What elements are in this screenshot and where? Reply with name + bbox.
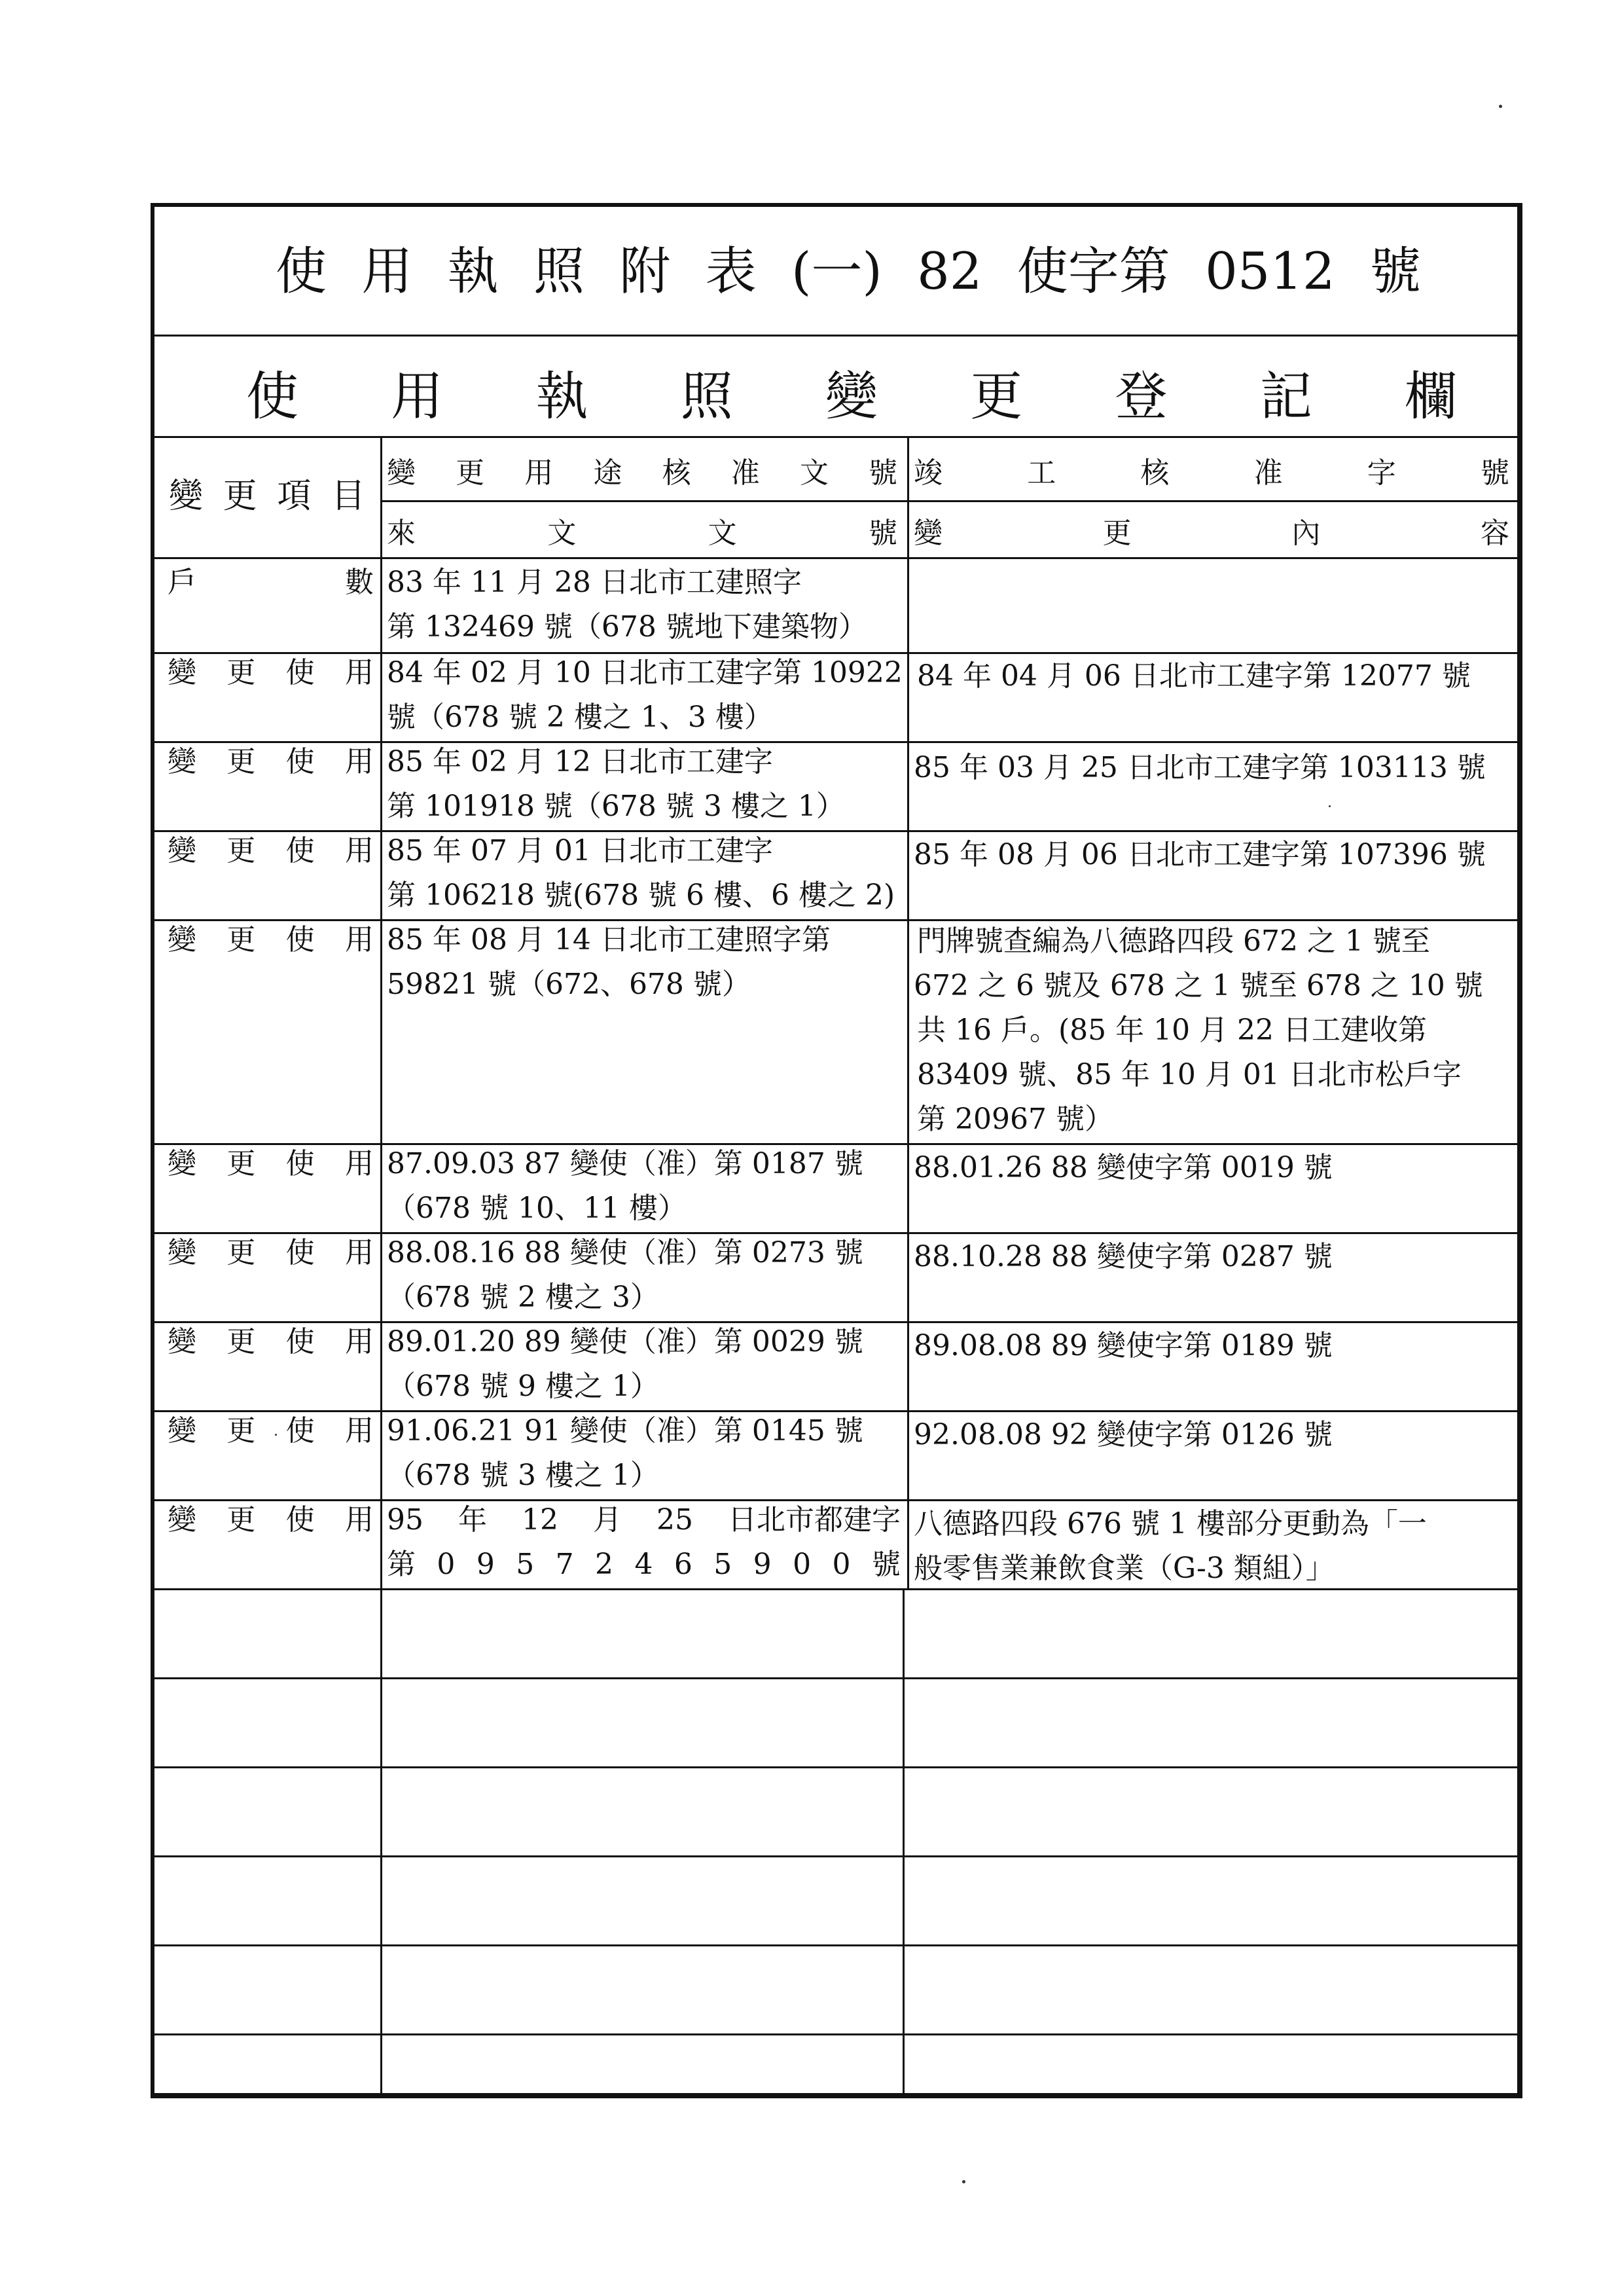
header-change-content: 變 更 內 容 [914,517,1509,550]
document-frame [151,203,1522,2098]
row-5-content-line-3: 共 16 戶。(85 年 10 月 22 日工建收第 [917,1013,1428,1047]
row-7-doc-line-1: 88.08.16 88 變使（准）第 0273 號 [387,1236,863,1269]
row-4-doc-line-2: 第 106218 號(678 號 6 樓、6 樓之 2) [387,879,895,912]
row-1-doc-line-1: 83 年 11 月 28 日北市工建照字 [387,566,802,599]
row-3-doc-line-1: 85 年 02 月 12 日北市工建字 [387,745,773,778]
row-5-content-line-4: 83409 號、85 年 10 月 01 日北市松戶字 [917,1058,1462,1091]
column-divider-1 [380,436,382,2093]
row-1-doc-line-2: 第 132469 號（678 號地下建築物） [387,610,867,644]
row-7-doc-line-2: （678 號 2 樓之 3） [387,1281,659,1314]
row-8-content-line-1: 89.08.08 89 變使字第 0189 號 [914,1329,1333,1362]
row-6-doc-line-2: （678 號 10、11 樓） [387,1192,687,1225]
empty-row-divider [154,2033,1517,2035]
row-4-content-line-1: 85 年 08 月 06 日北市工建字第 107396 號 [914,838,1486,871]
row-3-content-line-1: 85 年 03 月 25 日北市工建字第 103113 號 [914,751,1486,784]
row-2-content-line-1: 84 年 04 月 06 日北市工建字第 12077 號 [917,659,1471,693]
row-2-doc-line-1: 84 年 02 月 10 日北市工建字第 10922 [387,656,903,689]
row-3-doc-line-2: 第 101918 號（678 號 3 樓之 1） [387,790,845,823]
row-5-item: 變 更 使 用 [168,923,374,957]
scan-speck [1329,805,1331,807]
row-5-content-line-2: 672 之 6 號及 678 之 1 號至 678 之 10 號 [914,969,1483,1002]
empty-row-divider [154,1944,1517,1946]
row-9-content-line-1: 92.08.08 92 變使字第 0126 號 [914,1418,1333,1451]
row-5-doc-line-1: 85 年 08 月 14 日北市工建照字第 [387,923,831,957]
row-9-item: 變 更 使 用 [168,1414,374,1448]
header-incoming-doc-no: 來 文 文 號 [387,517,897,550]
row-9-doc-line-1: 91.06.21 91 變使（准）第 0145 號 [387,1414,863,1448]
header-change-item: 變 更 項 目 [169,477,365,516]
row-10-doc-line-2: 第 0 9 5 7 2 4 6 5 9 0 0 號 [387,1548,901,1581]
row-10-content-line-1: 八德路四段 676 號 1 樓部分更動為「一 [914,1507,1427,1540]
row-8-item: 變 更 使 用 [168,1325,374,1358]
column-divider-2-lower [903,1588,905,2093]
row-10-item: 變 更 使 用 [168,1503,374,1537]
row-5-content-line-5: 第 20967 號） [917,1102,1113,1136]
scan-speck [275,1434,277,1436]
empty-row-divider [154,1766,1517,1768]
row-7-item: 變 更 使 用 [168,1236,374,1269]
row-6-content-line-1: 88.01.26 88 變使字第 0019 號 [914,1151,1333,1184]
row-4-doc-line-1: 85 年 07 月 01 日北市工建字 [387,834,773,867]
row-8-doc-line-2: （678 號 9 樓之 1） [387,1370,659,1403]
row-10-doc-line-1: 95 年 12 月 25 日北市都建字 [387,1503,901,1537]
scan-speck [962,2180,965,2183]
row-5-content-line-1: 門牌號查編為八德路四段 672 之 1 號至 [917,924,1430,958]
column-divider-2-upper [907,436,909,1588]
header-completion-approval-no: 竣 工 核 准 字 號 [914,456,1509,490]
row-7-content-line-1: 88.10.28 88 變使字第 0287 號 [914,1240,1333,1273]
row-2-item: 變 更 使 用 [168,656,374,689]
row-3-item: 變 更 使 用 [168,745,374,778]
row-10-content-line-2: 般零售業兼飲食業（G-3 類組）」 [914,1552,1335,1585]
section-heading: 使 用 執 照 變 更 登 記 欄 [246,366,1457,427]
row-6-doc-line-1: 87.09.03 87 變使（准）第 0187 號 [387,1147,863,1180]
scan-speck [1499,105,1502,108]
row-4-item: 變 更 使 用 [168,834,374,867]
header-approval-doc-no: 變 更 用 途 核 准 文 號 [387,456,897,490]
row-6-item: 變 更 使 用 [168,1147,374,1180]
document-title: 使 用 執 照 附 表 (一) 82 使字第 0512 號 [276,242,1421,301]
row-1-item: 戶 數 [168,566,374,599]
row-8-doc-line-1: 89.01.20 89 變使（准）第 0029 號 [387,1325,863,1358]
row-5-doc-line-2: 59821 號（672、678 號） [387,968,751,1001]
empty-row-divider [154,1677,1517,1679]
empty-row-divider [154,1855,1517,1857]
row-9-doc-line-2: （678 號 3 樓之 1） [387,1459,659,1492]
row-2-doc-line-2: 號（678 號 2 樓之 1、3 樓） [387,701,773,734]
